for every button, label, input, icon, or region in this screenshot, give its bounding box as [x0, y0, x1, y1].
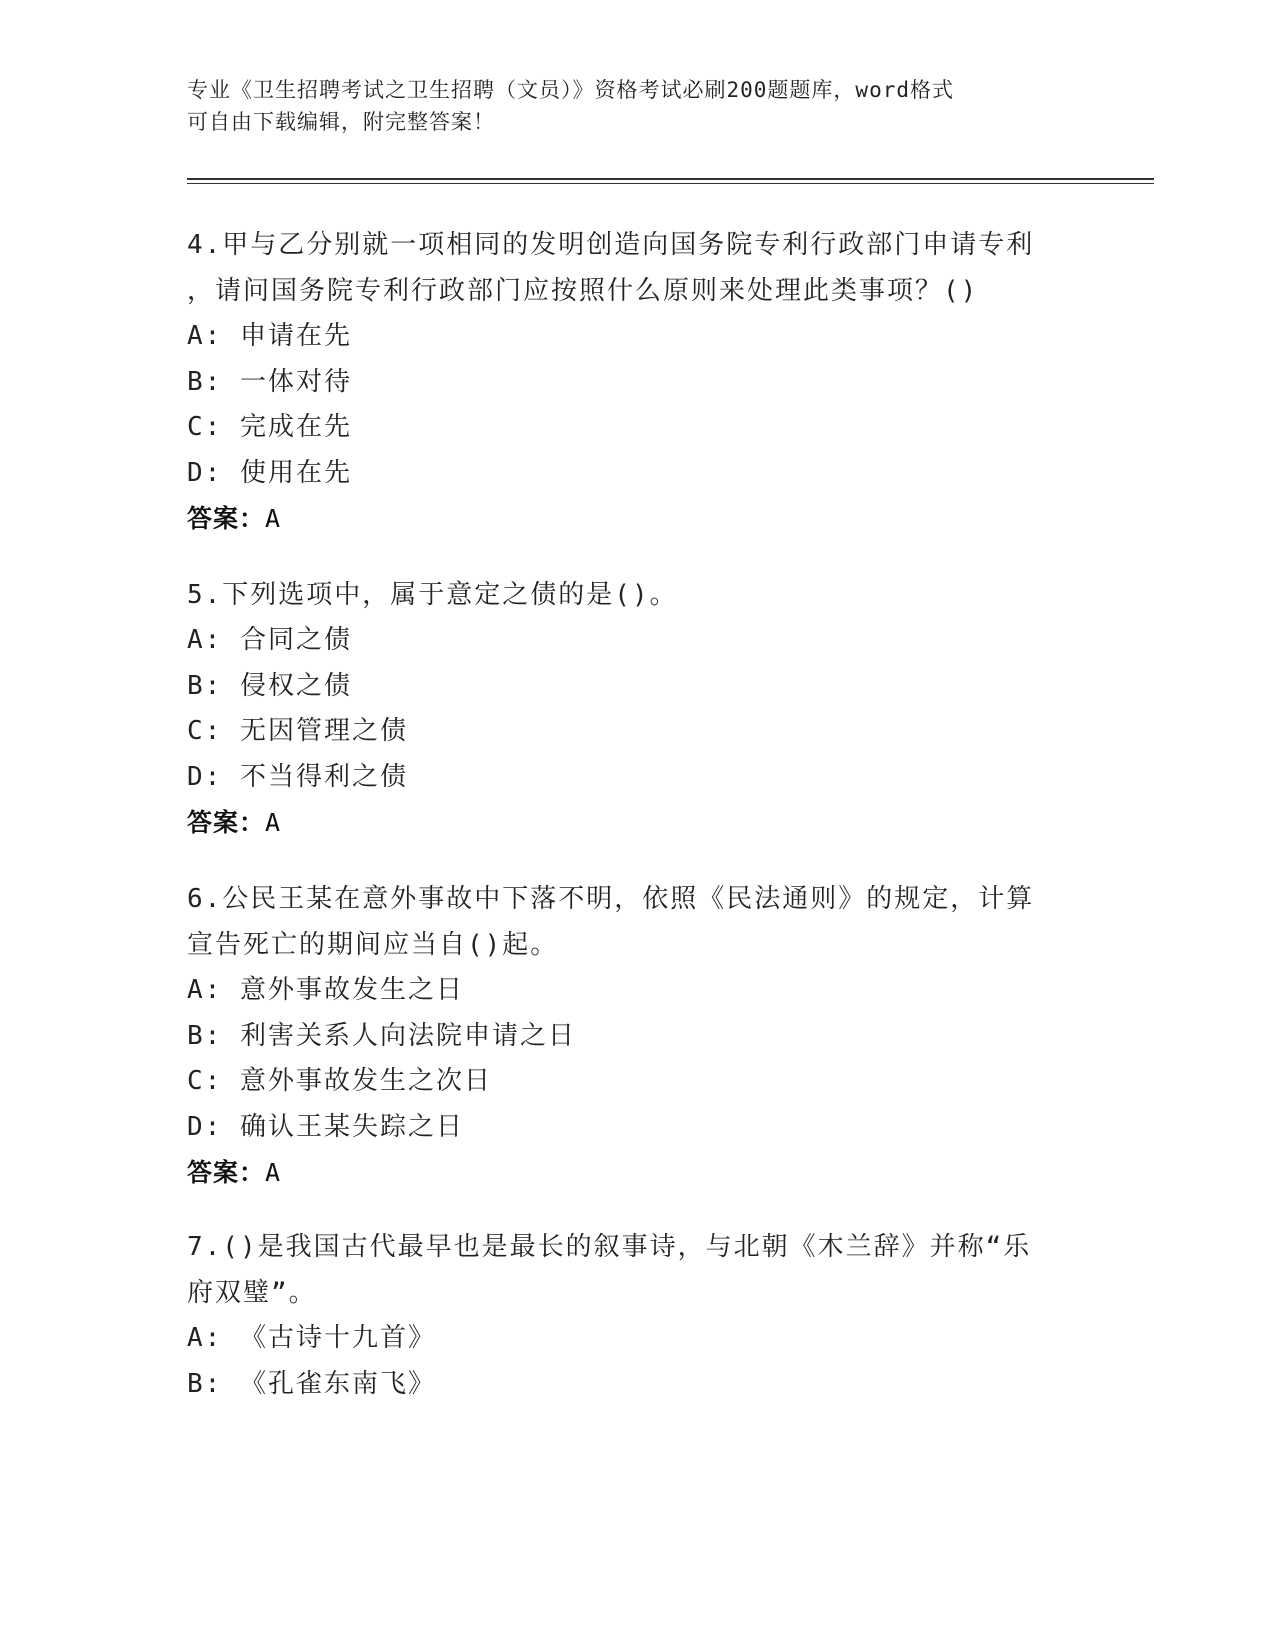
option-d: D: 不当得利之债: [187, 761, 408, 792]
answer-line: [187, 800, 1067, 846]
answer-line: [187, 1150, 1067, 1196]
question-4: [187, 222, 1067, 542]
option-a: A: 意外事故发生之日: [187, 975, 464, 1005]
option-a: A: 《古诗十九首》: [187, 1323, 436, 1353]
answer-label: 答案：: [187, 504, 266, 533]
question-7: [187, 1224, 1067, 1407]
answer-value: A: [265, 1158, 282, 1187]
option-c: C: 完成在先: [187, 412, 352, 442]
option-b: B: 《孔雀东南飞》: [187, 1368, 436, 1399]
answer-value: A: [265, 504, 282, 533]
header-line-1: 专业《卫生招聘考试之卫生招聘（文员）》资格考试必刷200题题库，word格式: [187, 78, 954, 102]
option-d: D: 使用在先: [187, 457, 352, 488]
question-text-line: 5.下列选项中，属于意定之债的是()。: [187, 580, 678, 610]
question-6: [187, 876, 1067, 1196]
option-c: C: 无因管理之债: [187, 716, 408, 746]
question-text-line: 宣告死亡的期间应当自()起。: [187, 930, 559, 960]
answer-value: A: [265, 808, 282, 837]
question-text-line: 6.公民王某在意外事故中下落不明，依照《民法通则》的规定，计算: [187, 884, 1035, 914]
header-divider-thin: [187, 183, 1154, 184]
option-c: C: 意外事故发生之次日: [187, 1066, 492, 1096]
answer-line: [187, 496, 1067, 542]
header-line-2: 可自由下载编辑，附完整答案！: [187, 110, 495, 134]
question-text-line: 4.甲与乙分别就一项相同的发明创造向国务院专利行政部门申请专利: [187, 230, 1035, 260]
option-a: A: 合同之债: [187, 625, 352, 655]
document-header: [187, 74, 1067, 138]
option-a: A: 申请在先: [187, 321, 352, 351]
question-5: [187, 572, 1067, 846]
answer-label: 答案：: [187, 808, 266, 837]
question-text-line: 府双璧”。: [187, 1278, 317, 1308]
option-d: D: 确认王某失踪之日: [187, 1111, 464, 1142]
answer-label: 答案：: [187, 1158, 266, 1187]
option-b: B: 侵权之债: [187, 670, 352, 701]
option-b: B: 利害关系人向法院申请之日: [187, 1020, 576, 1051]
option-b: B: 一体对待: [187, 366, 352, 397]
header-divider-thick: [187, 178, 1154, 180]
question-text-line: ，请问国务院专利行政部门应按照什么原则来处理此类事项？(): [187, 276, 979, 306]
question-text-line: 7.()是我国古代最早也是最长的叙事诗，与北朝《木兰辞》并称“乐: [187, 1232, 1032, 1262]
